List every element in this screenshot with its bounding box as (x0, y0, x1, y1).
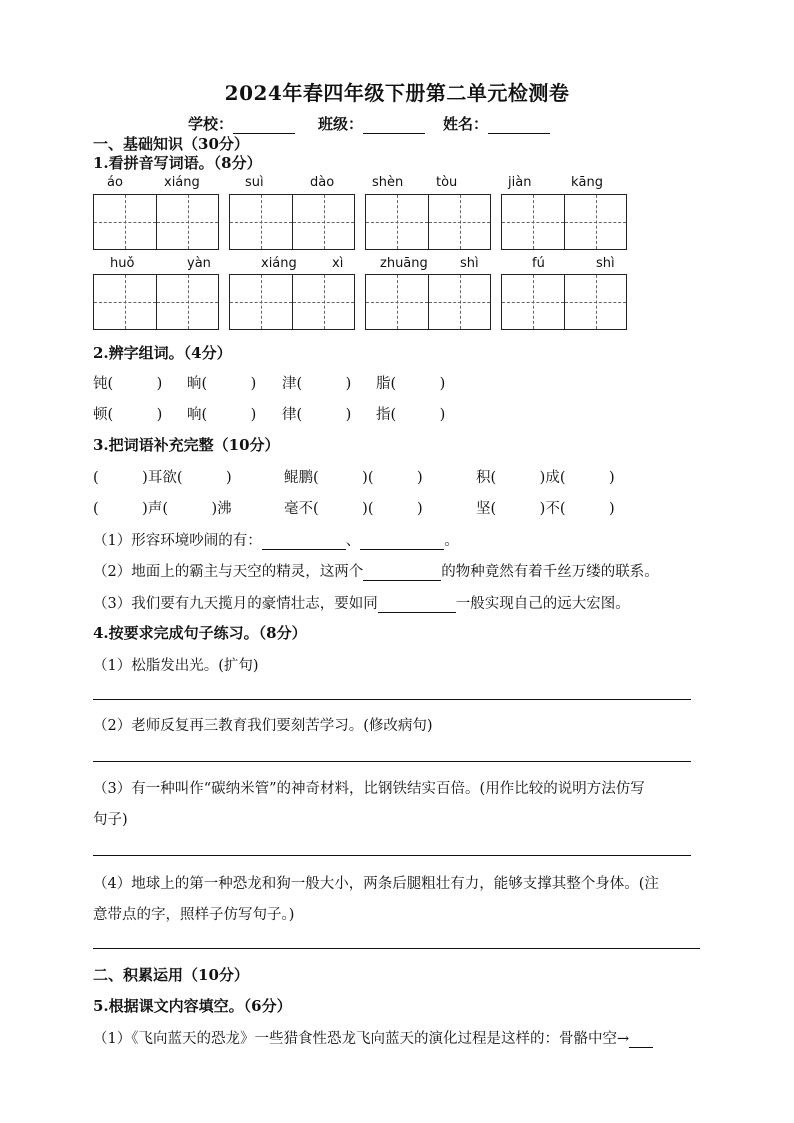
pinyin: dào (310, 175, 335, 190)
section-heading-1: 一、基础知识（30分） (93, 135, 249, 153)
exercise-prompt: （4）地球上的第一种恐龙和狗一般大小，两条后腿粗壮有力，能够支撑其整个身体。(注 (93, 876, 659, 892)
pinyin: xiáng (164, 175, 200, 190)
answer-blank[interactable] (363, 566, 441, 581)
writing-grid[interactable] (365, 274, 491, 330)
school-label: 学校： (188, 115, 234, 133)
pinyin: jiàn (508, 175, 532, 190)
pinyin: yàn (187, 256, 211, 271)
exercise-prompt: （3）有一种叫作“碳纳米管”的神奇材料，比钢铁结实百倍。(用作比较的说明方法仿写 (93, 781, 645, 797)
idiom-item[interactable]: 毫不( )( ) (284, 501, 423, 517)
exercise-prompt: （2）老师反复再三教育我们要刻苦学习。(修改病句) (93, 718, 433, 734)
class-label: 班级： (318, 115, 364, 133)
class-field[interactable] (318, 113, 425, 134)
class-blank[interactable] (363, 119, 425, 134)
pinyin: xì (332, 256, 344, 271)
question-1-title: 1.看拼音写词语。（8分） (93, 154, 262, 172)
answer-line[interactable] (93, 855, 691, 856)
answer-line[interactable] (93, 699, 691, 700)
pinyin: zhuāng (380, 256, 428, 271)
answer-line[interactable] (93, 948, 700, 949)
word-item[interactable]: 顿( ) (93, 407, 163, 423)
question-4-title: 4.按要求完成句子练习。（8分） (93, 624, 307, 642)
writing-grid[interactable] (365, 194, 491, 250)
word-item[interactable]: 指( ) (376, 407, 446, 423)
writing-grid[interactable] (501, 194, 627, 250)
answer-blank[interactable] (378, 598, 456, 613)
pinyin: xiáng (261, 256, 297, 271)
idiom-item[interactable]: ( )声( )沸 (93, 501, 232, 517)
pinyin: huǒ (110, 256, 135, 271)
page-title: 2024年春四年级下册第二单元检测卷 (224, 81, 570, 105)
question-3-title: 3.把词语补充完整（10分） (93, 436, 280, 454)
answer-line[interactable] (93, 761, 691, 762)
pinyin: suì (245, 175, 264, 190)
name-label: 姓名： (443, 115, 489, 133)
pinyin: shì (596, 256, 615, 271)
question-5-title: 5.根据课文内容填空。（6分） (93, 997, 292, 1015)
fill-sentence-3: （3）我们要有九天揽月的豪情壮志，要如同 一般实现自己的远大宏图。 (93, 596, 630, 612)
word-item[interactable]: 脂( ) (376, 376, 446, 392)
writing-grid[interactable] (93, 194, 219, 250)
word-item[interactable]: 响( ) (187, 407, 257, 423)
name-blank[interactable] (488, 119, 550, 134)
idiom-item[interactable]: 坚( )不( ) (476, 501, 615, 517)
pinyin: shì (460, 256, 479, 271)
writing-grid[interactable] (229, 274, 355, 330)
pinyin: áo (107, 175, 123, 190)
answer-blank[interactable] (262, 535, 346, 550)
word-item[interactable]: 律( ) (282, 407, 352, 423)
fill-sentence-1: （1）形容环境吵闹的有： 、 。 (93, 533, 459, 549)
exercise-prompt: 句子) (93, 812, 128, 828)
exercise-prompt: （1）松脂发出光。(扩句) (93, 658, 259, 674)
pinyin: kāng (571, 175, 603, 190)
school-blank[interactable] (233, 119, 295, 134)
school-field[interactable] (188, 113, 295, 134)
name-field[interactable] (443, 113, 550, 134)
writing-grid[interactable] (501, 274, 627, 330)
writing-grid[interactable] (93, 274, 219, 330)
answer-blank[interactable] (360, 535, 444, 550)
answer-blank[interactable] (629, 1033, 653, 1048)
fill-sentence-5-1: （1）《飞向蓝天的恐龙》一些猎食性恐龙飞向蓝天的演化过程是这样的：骨骼中空→ (93, 1027, 653, 1048)
section-heading-2: 二、积累运用（10分） (93, 966, 249, 984)
word-item[interactable]: 钝( ) (93, 376, 163, 392)
writing-grid[interactable] (229, 194, 355, 250)
pinyin: fú (532, 256, 545, 271)
exercise-prompt: 意带点的字，照样子仿写句子。) (93, 907, 295, 923)
word-item[interactable]: 津( ) (282, 376, 352, 392)
pinyin: tòu (436, 175, 458, 190)
idiom-item[interactable]: 积( )成( ) (476, 470, 615, 486)
question-2-title: 2.辨字组词。（4分） (93, 344, 232, 362)
pinyin: shèn (372, 175, 404, 190)
word-item[interactable]: 晌( ) (187, 376, 257, 392)
idiom-item[interactable]: ( )耳欲( ) (93, 470, 232, 486)
idiom-item[interactable]: 鲲鹏( )( ) (284, 470, 423, 486)
fill-sentence-2: （2）地面上的霸主与天空的精灵，这两个 的物种竟然有着千丝万缕的联系。 (93, 564, 659, 580)
